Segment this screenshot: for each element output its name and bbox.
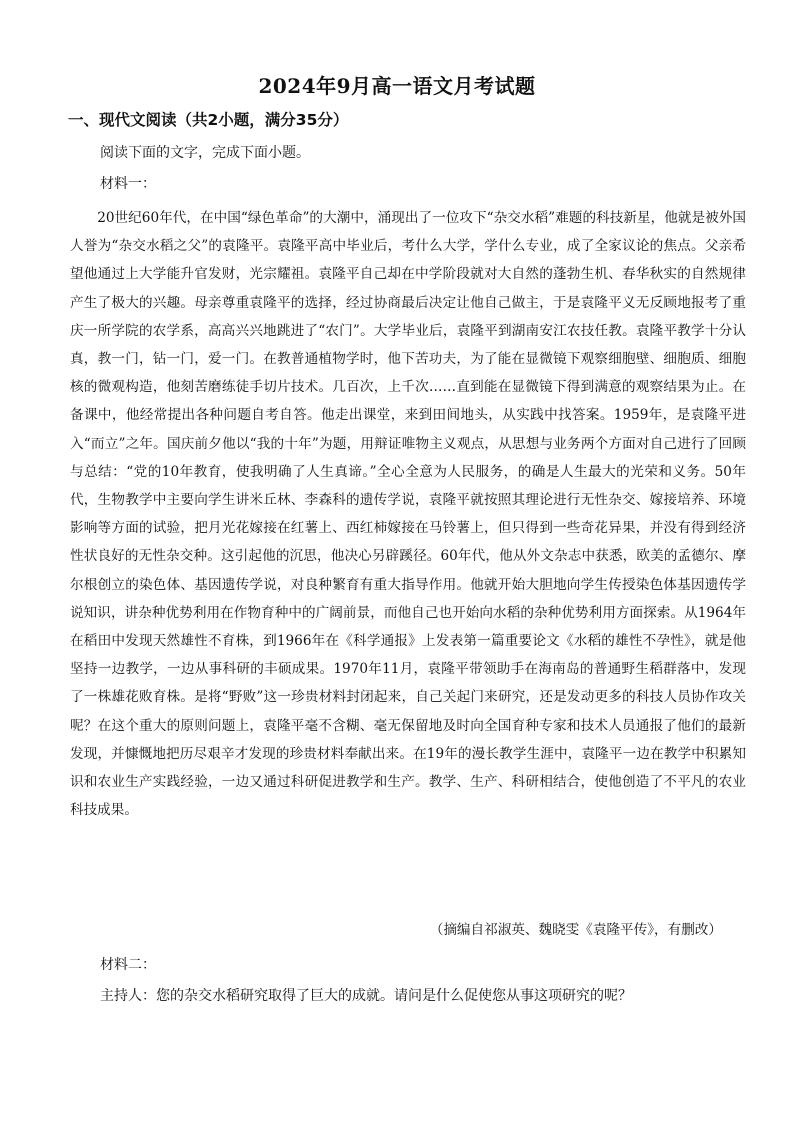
material-two-host-question: 主持人：您的杂交水稻研究取得了巨大的成就。请问是什么促使您从事这项研究的呢？ — [100, 988, 632, 1004]
material-one-source: （摘编自祁淑英、魏晓雯《袁隆平传》，有删改） — [429, 922, 722, 938]
reading-instruction: 阅读下面的文字，完成下面小题。 — [100, 145, 310, 161]
exam-title: 2024年9月高一语文月考试题 — [258, 74, 536, 98]
material-one-text: 20世纪60年代，在中国“绿色革命”的大潮中，涌现出了一位攻下“杂交水稻”难题的科技新星，他就是被外国人誉为“杂交水稻之父”的袁隆平。袁隆平高中毕业后，考什么大学，学什么专业，成了全家议论的焦点。父亲希望他通过上大学能升官发财，光宗耀祖。袁隆平自己却在中学阶段就对大自然的蓬勃生机、春华秋实的自然规律产生了极大的兴趣。母亲尊重袁隆平的选择，经过协商最后决定让他自己做主，于是袁隆平义无反顾地报考了重庆一所学院的农学系，高高兴兴地跳进了“农门”。大学毕业后，袁隆平到湖南安江农技任教。袁隆平教学十分认真，教一门，钻一门，爱一门。在教普通植物学时，他下苦功夫，为了能在显微镜下观察细胞壁、细胞质、细胞核的微观构造，他刻苦磨练徒手切片技术。几百次，上千次……直到能在显微镜下得到满意的观察结果为止。在备课中，他经常提出各种问题自考自答。他走出课堂，来到田间地头，从实践中找答案。1959年，是袁隆平进入“而立”之年。国庆前夕他以“我的十年”为题，用辩证唯物主义观点，从思想与业务两个方面对自己进行了回顾与总结：“党的10年教育，使我明确了人生真谛。”全心全意为人民服务，的确是人生最大的光荣和义务。50年代，生物教学中主要向学生讲米丘林、李森科的遗传学说，袁隆平就按照其理论进行无性杂交、嫁接培养、环境影响等方面的试验，把月光花嫁接在红薯上、西红柿嫁接在马铃薯上，但只得到一些奇花异果，并没有得到经济性状良好的无性杂交种。这引起他的沉思，他决心另辟蹊径。60年代，他从外文杂志中获悉，欧美的孟德尔、摩尔根创立的染色体、基因遗传学说，对良种繁育有重大指导作用。他就开始大胆地向学生传授染色体基因遗传学说知识，讲杂种优势利用在作物育种中的广阔前景，而他自己也开始向水稻的杂种优势利用方面探索。从1964年在稻田中发现天然雄性不育株，到1966年在《科学通报》上发表第一篇重要论文《水稻的雄性不孕性》，就是他坚持一边教学，一边从事科研的丰硕成果。1970年11月，袁隆平带领助手在海南岛的普通野生稻群落中，发现了一株雄花败育株。是将“野败”这一珍贵材料封闭起来，自己关起门来研究，还是发动更多的科技人员协作攻关呢？在这个重大的原则问题上，袁隆平毫不含糊、毫无保留地及时向全国育种专家和技术人员通报了他们的最新发现，并慷慨地把历尽艰辛才发现的珍贵材料奉献出来。在19年的漫长教学生涯中，袁隆平一边在教学中积累知识和农业生产实践经验，一边又通过科研促进教学和生产。教学、生产、科研相结合，使他创造了不平凡的农业科技成果。 — [70, 210, 746, 819]
material-two-label: 材料二： — [100, 957, 156, 973]
material-one-label: 材料一： — [100, 176, 156, 192]
section-heading: 一、现代文阅读（共2小题，满分35分） — [68, 111, 349, 129]
